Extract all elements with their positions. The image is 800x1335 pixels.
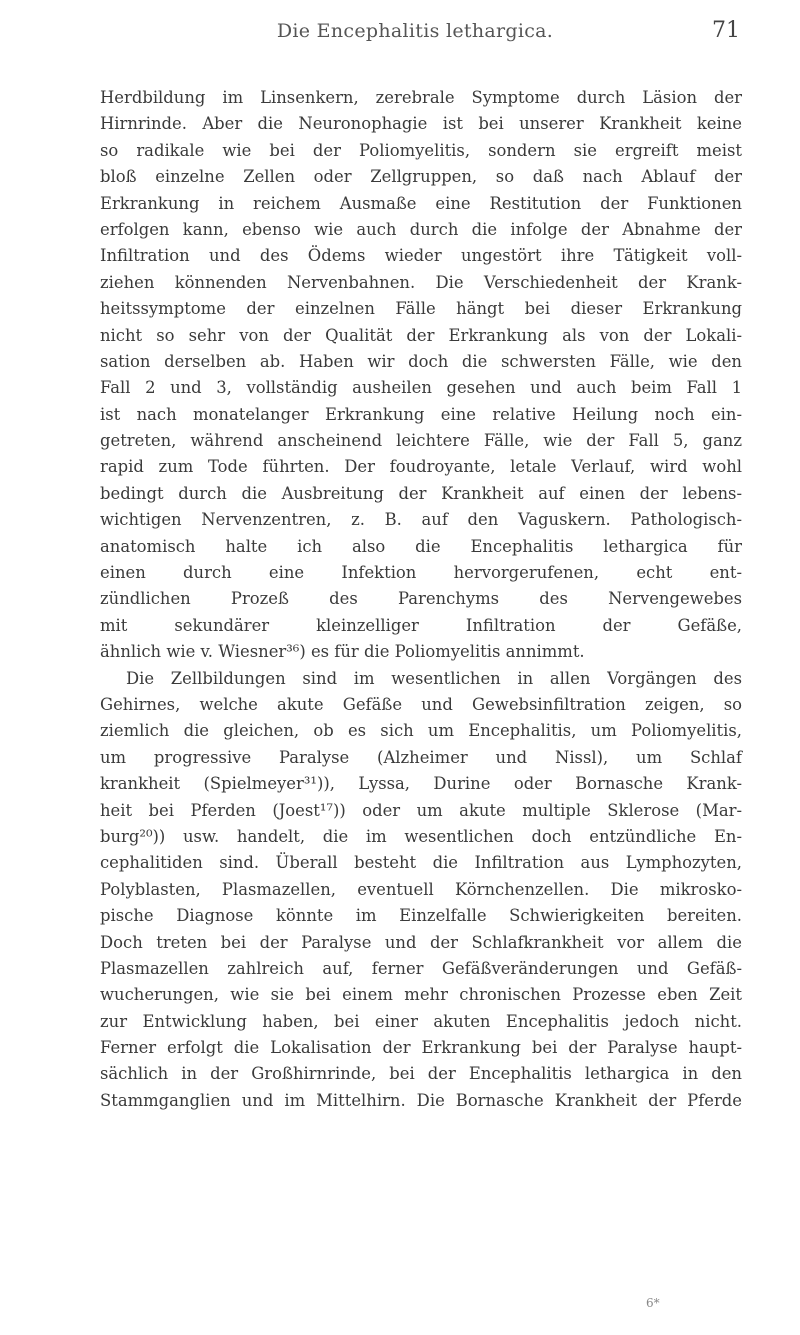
text-line: wichtigen Nervenzentren, z. B. auf den Vaguskern. Pathologisch- <box>100 510 742 530</box>
text-line: cephalitiden sind. Überall besteht die Infiltration aus Lymphozyten, <box>100 853 742 873</box>
text-line: heitssymptome der einzelnen Fälle hängt bei dieser Erkrankung <box>100 299 742 319</box>
text-line: pische Diagnose könnte im Einzelfalle Schwierigkeiten bereiten. <box>100 906 742 926</box>
text-line: einen durch eine Infektion hervorgerufenen, echt ent- <box>100 563 742 583</box>
text-line: Gehirnes, welche akute Gefäße und Gewebsinfiltration zeigen, so <box>100 694 742 714</box>
text-line: ziehen könnenden Nervenbahnen. Die Verschiedenheit der Krank- <box>100 272 742 292</box>
text-line: ziemlich die gleichen, ob es sich um Encephalitis, um Poliomyelitis, <box>100 721 742 741</box>
text-line: Erkrankung in reichem Ausmaße eine Restitution der Funktionen <box>100 193 742 213</box>
text-line: ähnlich wie v. Wiesner³⁶) es für die Poliomyelitis annimmt. <box>100 642 585 662</box>
text-line: so radikale wie bei der Poliomyelitis, sondern sie ergreift meist <box>100 140 742 160</box>
signature-mark: 6* <box>646 1296 660 1310</box>
text-line: Ferner erfolgt die Lokalisation der Erkrankung bei der Paralyse haupt- <box>100 1038 742 1058</box>
text-line: sächlich in der Großhirnrinde, bei der Encephalitis lethargica in den <box>100 1064 742 1084</box>
text-line: krankheit (Spielmeyer³¹)), Lyssa, Durine oder Bornasche Krank- <box>100 774 742 794</box>
text-line: bedingt durch die Ausbreitung der Krankheit auf einen der lebens- <box>100 483 742 503</box>
text-line: Herdbildung im Linsenkern, zerebrale Symptome durch Läsion der <box>100 88 742 107</box>
text-line: wucherungen, wie sie bei einem mehr chronischen Prozesse eben Zeit <box>100 985 742 1005</box>
text-line: sation derselben ab. Haben wir doch die schwersten Fälle, wie den <box>100 351 742 371</box>
text-line: rapid zum Tode führten. Der foudroyante, letale Verlauf, wird wohl <box>100 457 742 477</box>
text-line: heit bei Pferden (Joest¹⁷)) oder um akute multiple Sklerose (Mar- <box>100 800 742 820</box>
text-line: um progressive Paralyse (Alzheimer und Nissl), um Schlaf <box>100 747 742 767</box>
text-line: bloß einzelne Zellen oder Zellgruppen, so daß nach Ablauf der <box>100 167 742 187</box>
text-line: mit sekundärer kleinzelliger Infiltration der Gefäße, <box>100 615 742 635</box>
text-line: Hirnrinde. Aber die Neuronophagie ist bei unserer Krankheit keine <box>100 114 742 134</box>
text-line: Doch treten bei der Paralyse und der Schlafkrankheit vor allem die <box>100 932 742 952</box>
running-title: Die Encephalitis lethargica. <box>276 20 554 42</box>
text-line: anatomisch halte ich also die Encephalitis lethargica für <box>100 536 742 556</box>
body-text <box>100 85 742 1114</box>
text-line: ist nach monatelanger Erkrankung eine relative Heilung noch ein- <box>100 404 742 424</box>
text-line: zündlichen Prozeß des Parenchyms des Nervengewebes <box>100 589 742 609</box>
text-line: Fall 2 und 3, vollständig ausheilen gesehen und auch beim Fall 1 <box>100 378 742 398</box>
page-number: 71 <box>712 18 740 43</box>
text-line: nicht so sehr von der Qualität der Erkrankung als von der Lokali- <box>100 325 742 345</box>
text-line: burg²⁰)) usw. handelt, die im wesentlichen doch entzündliche En- <box>100 826 742 846</box>
text-line: Polyblasten, Plasmazellen, eventuell Körnchenzellen. Die mikrosko- <box>100 879 742 899</box>
text-line: erfolgen kann, ebenso wie auch durch die infolge der Abnahme der <box>100 219 742 239</box>
text-line: Die Zellbildungen sind im wesentlichen in allen Vorgängen des <box>126 668 742 688</box>
text-line: getreten, während anscheinend leichtere Fälle, wie der Fall 5, ganz <box>100 431 742 451</box>
text-line: Plasmazellen zahlreich auf, ferner Gefäßveränderungen und Gefäß- <box>100 958 742 978</box>
text-line: zur Entwicklung haben, bei einer akuten Encephalitis jedoch nicht. <box>100 1011 742 1031</box>
text-line: Stammganglien und im Mittelhirn. Die Bornasche Krankheit der Pferde <box>100 1090 742 1110</box>
running-head <box>90 20 740 50</box>
text-line: Infiltration und des Ödems wieder ungestört ihre Tätigkeit voll- <box>100 246 742 266</box>
